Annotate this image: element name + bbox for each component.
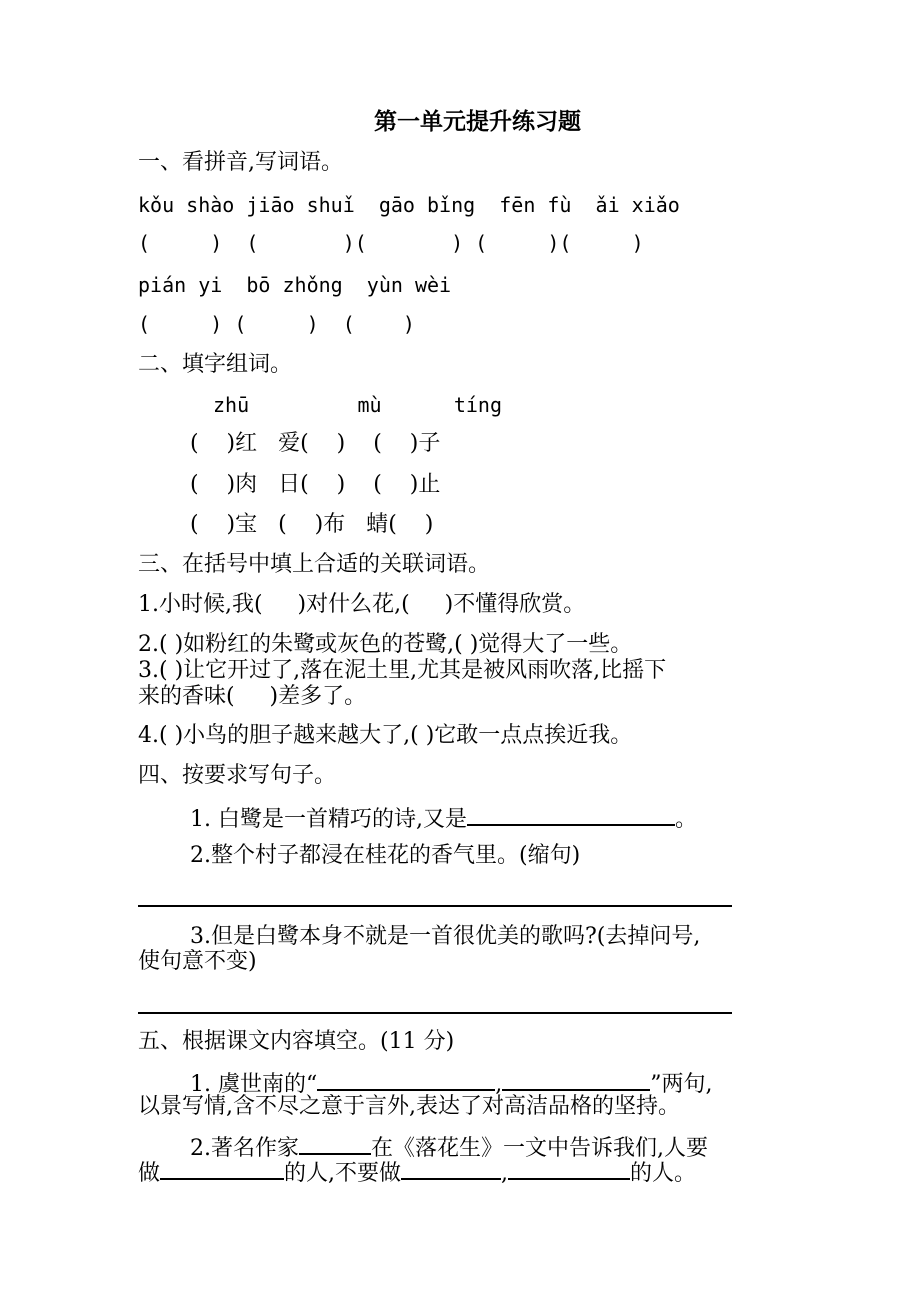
- question-5-1-line2: 以景写情,含不尽之意于言外,表达了对高洁品格的坚持。: [138, 1094, 680, 1119]
- page-title: 第一单元提升练习题: [374, 108, 581, 135]
- answer-brackets-row-1[interactable]: ( ) ( )( ) ( )( ): [138, 231, 644, 255]
- question-4-1-text: 1. 白鹭是一首精巧的诗,又是: [190, 807, 467, 832]
- answer-brackets-row-2[interactable]: ( ) ( ) ( ): [138, 312, 415, 336]
- question-5-2-l2-end: 的人。: [630, 1161, 697, 1186]
- section1-heading: 一、看拼音,写词语。: [138, 150, 343, 175]
- comma: ,: [495, 1072, 503, 1097]
- question-5-1-end: ”两句,: [650, 1072, 713, 1097]
- question-3-3-line1[interactable]: 3.( )让它开过了,落在泥土里,尤其是被风雨吹落,比摇下: [138, 658, 667, 683]
- question-3-4[interactable]: 4.( )小鸟的胆子越来越大了,( )它敢一点点挨近我。: [138, 723, 633, 748]
- word-fill-row[interactable]: ( )宝 ( )布 蜻( ): [190, 512, 434, 537]
- question-5-2-text: 2.著名作家: [190, 1136, 299, 1161]
- question-3-2[interactable]: 2.( )如粉红的朱鹭或灰色的苍鹭,( )觉得大了一些。: [138, 632, 633, 657]
- question-4-2: 2.整个村子都浸在桂花的香气里。(缩句): [190, 843, 581, 868]
- question-5-1: [190, 1071, 712, 1096]
- question-4-3-line2: 使句意不变): [138, 949, 257, 974]
- answer-blank[interactable]: [467, 806, 675, 826]
- answer-blank[interactable]: [508, 1160, 630, 1180]
- answer-blank[interactable]: [160, 1160, 284, 1180]
- answer-blank[interactable]: [317, 1071, 495, 1091]
- question-5-1-text: 1. 虞世南的“: [190, 1072, 318, 1097]
- answer-blank[interactable]: [502, 1071, 650, 1091]
- pinyin-row-2: pián yi bō zhǒng yùn wèi: [138, 273, 452, 297]
- section2-heading: 二、填字组词。: [138, 352, 293, 377]
- question-5-2-l2-mid: 的人,不要做: [284, 1161, 402, 1186]
- question-3-3-line2[interactable]: 来的香味( )差多了。: [138, 684, 367, 709]
- section5-heading: 五、根据课文内容填空。(11 分): [138, 1029, 455, 1054]
- question-4-1-end: 。: [674, 807, 697, 832]
- word-fill-row[interactable]: ( )肉 日( ) ( )止: [190, 472, 441, 497]
- question-5-2-mid: 在《落花生》一文中告诉我们,人要: [371, 1136, 708, 1161]
- answer-line[interactable]: [138, 905, 732, 907]
- section2-pinyin-header: zhū mù tíng: [213, 393, 502, 417]
- word-fill-row[interactable]: ( )红 爱( ) ( )子: [190, 431, 441, 456]
- answer-blank[interactable]: [401, 1160, 501, 1180]
- section4-heading: 四、按要求写句子。: [138, 763, 337, 788]
- question-5-2-line2: [138, 1160, 696, 1185]
- answer-line[interactable]: [138, 1012, 732, 1014]
- question-5-2: [190, 1135, 708, 1160]
- comma: ,: [501, 1161, 509, 1186]
- answer-blank[interactable]: [299, 1135, 371, 1155]
- question-4-3-line1: 3.但是白鹭本身不就是一首很优美的歌吗?(去掉问号,: [190, 924, 701, 949]
- question-5-2-l2-text: 做: [138, 1161, 161, 1186]
- pinyin-row-1: kǒu shào jiāo shuǐ gāo bǐng fēn fù ǎi xiǎo: [138, 193, 680, 217]
- question-4-1: [190, 806, 697, 831]
- question-3-1[interactable]: 1.小时候,我( )对什么花,( )不懂得欣赏。: [138, 592, 586, 617]
- section3-heading: 三、在括号中填上合适的关联词语。: [138, 552, 491, 577]
